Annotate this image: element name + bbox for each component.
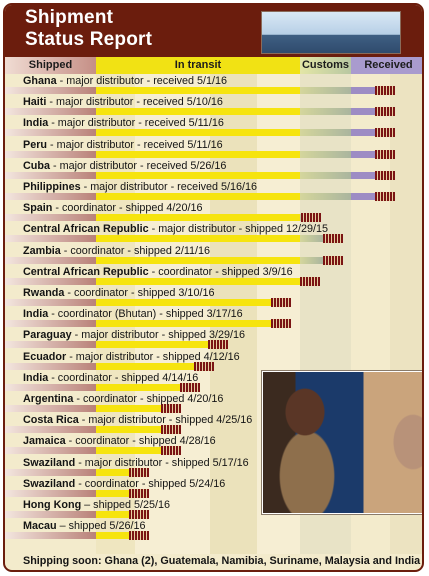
status-marker	[161, 425, 181, 434]
status-marker	[129, 468, 149, 477]
status-marker	[161, 404, 181, 413]
country-name: Paraguay	[23, 329, 72, 342]
status-marker	[301, 213, 321, 222]
shipment-detail: – shipped 5/26/16	[56, 520, 146, 533]
stage-header-row	[5, 57, 422, 74]
status-marker	[323, 234, 343, 243]
stage-header-shipped: Shipped	[5, 57, 96, 74]
received-bar	[351, 129, 375, 136]
shipment-row	[5, 75, 424, 96]
shipment-row	[5, 160, 424, 181]
shipment-detail: - coordinator - shipped 4/20/16	[73, 393, 224, 405]
shipped-bar	[5, 129, 96, 136]
stage-header-customs: Customs	[300, 57, 351, 74]
shipped-bar	[5, 320, 96, 327]
report-header	[5, 5, 422, 57]
shipment-row	[5, 139, 424, 160]
status-marker	[375, 128, 395, 137]
country-name: Peru	[23, 138, 48, 151]
shipment-label	[23, 351, 240, 363]
shipment-row	[5, 329, 424, 350]
shipment-detail: - coordinator - shipped 3/10/16	[64, 287, 215, 299]
shipped-bar	[5, 447, 96, 454]
shipped-bar	[5, 299, 96, 306]
shipment-detail: - coordinator (Bhutan) - shipped 3/17/16	[48, 308, 243, 321]
shipment-label	[23, 202, 202, 214]
shipment-label	[23, 266, 293, 278]
shipment-row	[5, 351, 424, 372]
status-marker	[375, 150, 395, 159]
shipment-row	[5, 266, 424, 287]
in-transit-bar	[96, 87, 300, 94]
country-name: Haiti	[23, 96, 47, 109]
status-marker	[129, 489, 149, 498]
shipment-detail: - major distributor - shipped 4/25/16	[78, 414, 253, 427]
shipped-bar	[5, 341, 96, 348]
shipment-detail: - coordinator - shipped 3/9/16	[148, 265, 293, 278]
shipped-bar	[5, 172, 96, 179]
report-title-line2: Status Report	[25, 29, 153, 50]
shipped-bar	[5, 532, 96, 539]
received-bar	[351, 193, 375, 200]
stage-header-received: Received	[351, 57, 424, 74]
shipment-row	[5, 520, 424, 541]
shipment-detail: - major distributor - received 5/11/16	[48, 117, 224, 130]
in-transit-bar	[96, 193, 300, 200]
shipment-row	[5, 96, 424, 117]
status-marker	[375, 192, 395, 201]
in-transit-bar	[96, 235, 300, 242]
country-name: Argentina	[23, 393, 74, 405]
shipped-bar	[5, 87, 96, 94]
shipped-bar	[5, 384, 96, 391]
status-marker	[271, 319, 291, 328]
status-marker	[129, 531, 149, 540]
customs-bar	[300, 235, 323, 242]
shipped-bar	[5, 151, 96, 158]
status-marker	[208, 340, 228, 349]
in-transit-bar	[96, 384, 180, 391]
shipment-label	[23, 457, 249, 469]
country-name: Zambia	[23, 244, 61, 257]
customs-bar	[300, 172, 351, 179]
shipment-row	[5, 245, 424, 266]
country-name: Ecuador	[23, 350, 67, 363]
shipment-detail: – shipped 5/25/16	[81, 499, 171, 511]
shipment-detail: - coordinator - shipped 4/20/16	[52, 202, 203, 215]
status-marker	[161, 446, 181, 455]
in-transit-bar	[96, 469, 129, 476]
shipment-label	[23, 308, 243, 320]
country-name: India	[23, 308, 49, 321]
shipment-detail: - major distributor - received 5/10/16	[46, 96, 223, 109]
shipment-detail: - coordinator - shipped 4/14/16	[48, 371, 199, 384]
shipment-label	[23, 181, 257, 193]
shipped-bar	[5, 108, 96, 115]
customs-bar	[300, 87, 351, 94]
in-transit-bar	[96, 363, 194, 370]
in-transit-bar	[96, 447, 161, 454]
shipment-detail: - major distributor - shipped 12/29/15	[148, 223, 329, 236]
shipment-label	[23, 75, 227, 87]
shipment-label	[23, 245, 210, 257]
shipped-bar	[5, 214, 96, 221]
container-ship-photo	[261, 11, 401, 54]
customs-bar	[300, 151, 351, 158]
shipment-label	[23, 478, 225, 490]
country-name: Central African Republic	[23, 223, 149, 236]
customs-bar	[300, 108, 351, 115]
country-name: Cuba	[23, 159, 50, 172]
shipment-label	[23, 499, 170, 511]
shipment-detail: - major distributor - received 5/26/16	[50, 159, 227, 172]
shipped-bar	[5, 257, 96, 264]
received-bar	[351, 172, 375, 179]
in-transit-bar	[96, 426, 161, 433]
customs-bar	[300, 129, 351, 136]
in-transit-bar	[96, 490, 129, 497]
country-name: Ghana	[23, 75, 57, 87]
status-marker	[375, 107, 395, 116]
in-transit-bar	[96, 320, 271, 327]
country-name: Central African Republic	[23, 265, 149, 278]
status-marker	[180, 383, 200, 392]
in-transit-bar	[96, 278, 300, 285]
in-transit-bar	[96, 214, 300, 221]
country-name: Swaziland	[23, 477, 76, 490]
status-marker	[129, 510, 149, 519]
shipment-label	[23, 520, 145, 532]
people-exchanging-photo	[262, 371, 424, 514]
country-name: India	[23, 117, 49, 130]
status-marker	[375, 171, 395, 180]
shipment-detail: - major distributor - received 5/1/16	[56, 75, 228, 87]
country-name: Swaziland	[23, 456, 76, 469]
customs-bar	[300, 257, 323, 264]
shipment-detail: - major distributor - received 5/16/16	[80, 181, 258, 193]
shipment-label	[23, 393, 223, 405]
shipment-row	[5, 202, 424, 223]
status-marker	[271, 298, 291, 307]
shipment-detail: - major distributor - shipped 5/17/16	[75, 456, 249, 469]
country-name: India	[23, 371, 49, 384]
shipment-detail: - coordinator - shipped 4/28/16	[65, 435, 216, 448]
in-transit-bar	[96, 108, 300, 115]
in-transit-bar	[96, 511, 129, 518]
shipped-bar	[5, 511, 96, 518]
report-frame	[3, 3, 424, 572]
report-title-line1: Shipment	[25, 7, 114, 28]
shipment-label	[23, 223, 328, 235]
customs-bar	[300, 193, 351, 200]
shipment-label	[23, 414, 252, 426]
status-marker	[375, 86, 395, 95]
country-name: Hong Kong	[23, 499, 82, 511]
status-marker	[300, 277, 320, 286]
in-transit-bar	[96, 151, 300, 158]
in-transit-bar	[96, 405, 161, 412]
shipped-bar	[5, 235, 96, 242]
received-bar	[351, 108, 375, 115]
in-transit-bar	[96, 532, 129, 539]
shipment-label	[23, 329, 245, 341]
shipment-label	[23, 117, 224, 129]
shipment-label	[23, 96, 223, 108]
shipment-label	[23, 435, 216, 447]
shipping-soon-note: Shipping soon: Ghana (2), Guatemala, Namibia, Suriname, Malaysia and India	[23, 555, 421, 567]
shipped-bar	[5, 405, 96, 412]
shipment-label	[23, 139, 223, 151]
country-name: Costa Rica	[23, 414, 79, 427]
country-name: Spain	[23, 202, 53, 215]
shipment-label	[23, 287, 214, 299]
shipment-row	[5, 308, 424, 329]
shipped-bar	[5, 469, 96, 476]
status-marker	[323, 256, 343, 265]
in-transit-bar	[96, 299, 271, 306]
received-bar	[351, 151, 375, 158]
country-name: Philippines	[23, 181, 81, 193]
shipped-bar	[5, 426, 96, 433]
status-marker	[194, 362, 214, 371]
stage-header-in-transit: In transit	[96, 57, 300, 74]
in-transit-bar	[96, 129, 300, 136]
country-name: Rwanda	[23, 287, 65, 299]
in-transit-bar	[96, 341, 208, 348]
country-name: Macau	[23, 520, 57, 533]
shipment-row	[5, 181, 424, 202]
shipped-bar	[5, 363, 96, 370]
in-transit-bar	[96, 257, 300, 264]
country-name: Jamaica	[23, 435, 66, 448]
shipped-bar	[5, 278, 96, 285]
shipment-label	[23, 160, 226, 172]
shipment-detail: - major distributor - shipped 3/29/16	[71, 329, 246, 342]
shipped-bar	[5, 193, 96, 200]
shipment-detail: - major distributor - shipped 4/12/16	[66, 350, 240, 363]
shipment-label	[23, 372, 198, 384]
shipment-row	[5, 287, 424, 308]
shipment-detail: - coordinator - shipped 2/11/16	[60, 244, 211, 257]
shipment-row	[5, 117, 424, 138]
shipment-detail: - major distributor - received 5/11/16	[47, 138, 223, 151]
shipped-bar	[5, 490, 96, 497]
shipment-row	[5, 223, 424, 244]
in-transit-bar	[96, 172, 300, 179]
received-bar	[351, 87, 375, 94]
shipment-detail: - coordinator - shipped 5/24/16	[75, 477, 226, 490]
